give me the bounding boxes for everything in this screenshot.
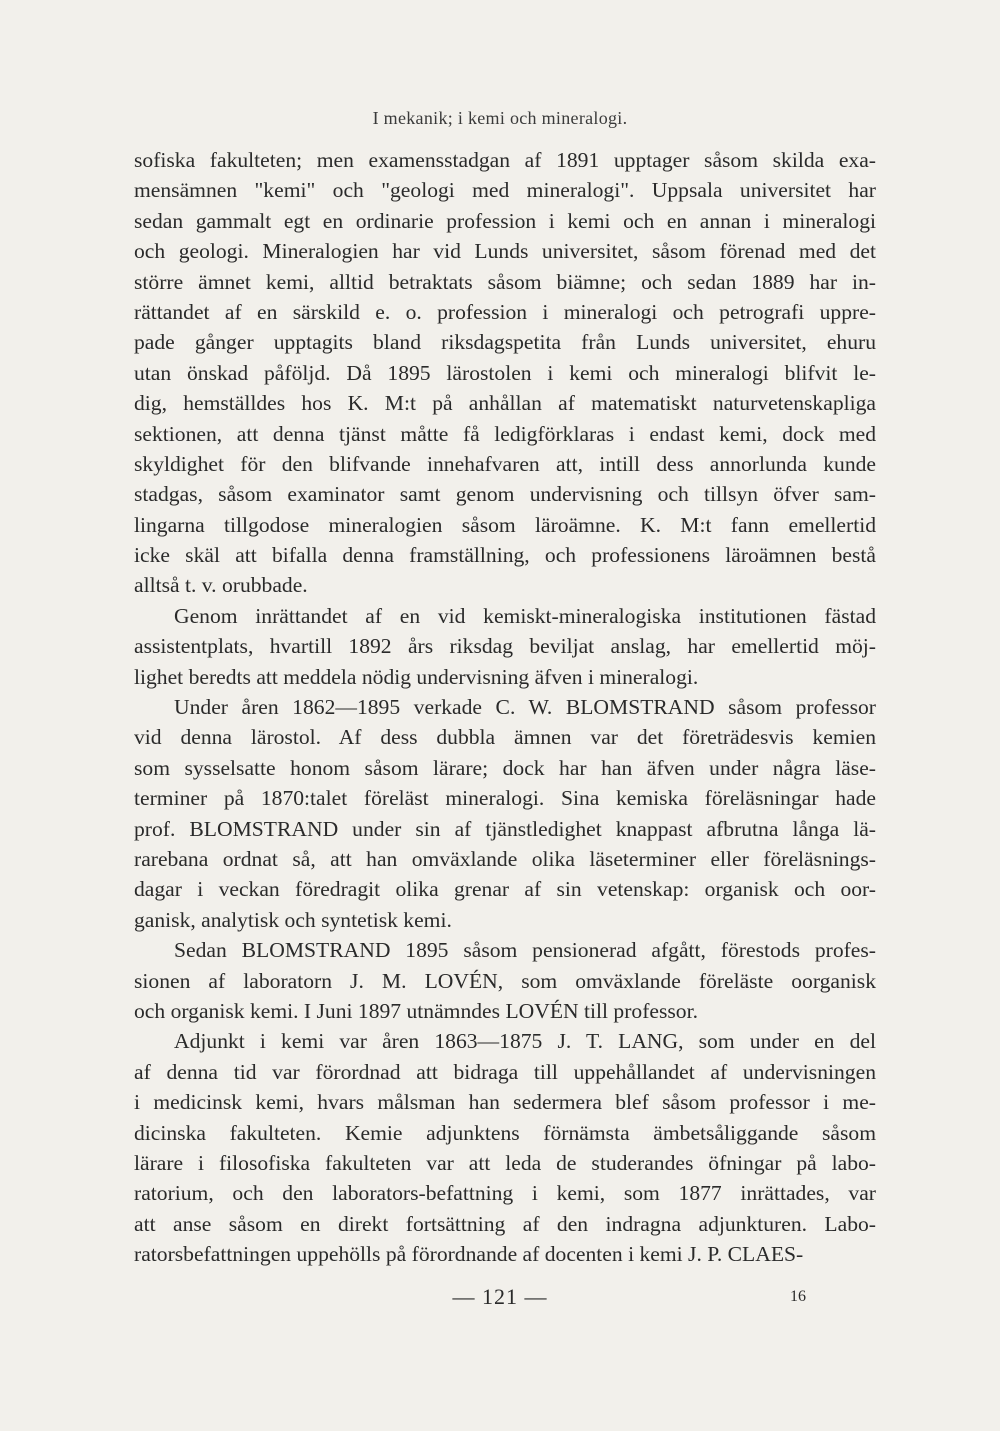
body-text bbox=[134, 145, 876, 1269]
signature-mark: 16 bbox=[790, 1288, 806, 1305]
text-line: större ämnet kemi, alltid betraktats såsom biämne; och sedan 1889 har in- bbox=[134, 269, 876, 294]
text-line: af denna tid var förordnad att bidraga till uppehållandet af undervisningen bbox=[134, 1059, 876, 1084]
text-line: och organisk kemi. I Juni 1897 utnämndes LOVÉN till professor. bbox=[134, 998, 698, 1023]
text-line: alltså t. v. orubbade. bbox=[134, 573, 308, 598]
text-line: mensämnen "kemi" och "geologi med mineralogi". Uppsala universitet har bbox=[134, 178, 876, 203]
text-line: dicinska fakulteten. Kemie adjunktens förnämsta ämbetsåliggande såsom bbox=[134, 1120, 876, 1145]
text-line: sedan gammalt egt en ordinarie profession i kemi och en annan i mineralogi bbox=[134, 208, 876, 233]
text-line: Under åren 1862—1895 verkade C. W. BLOMSTRAND såsom professor bbox=[174, 695, 876, 720]
text-line: vid denna lärostol. Af dess dubbla ämnen var det företrädesvis kemien bbox=[134, 725, 876, 750]
text-line: ratorium, och den laborators-befattning i kemi, som 1877 inrättades, var bbox=[134, 1181, 876, 1206]
text-line: assistentplats, hvartill 1892 års riksdag beviljat anslag, har emellertid möj- bbox=[134, 634, 876, 659]
text-line: rarebana ordnat så, att han omväxlande olika läseterminer eller föreläsnings- bbox=[134, 846, 876, 871]
text-line: Genom inrättandet af en vid kemiskt-mineralogiska institutionen fästad bbox=[174, 603, 876, 628]
text-line: stadgas, såsom examinator samt genom undervisning och tillsyn öfver sam- bbox=[134, 482, 876, 507]
text-line: ganisk, analytisk och syntetisk kemi. bbox=[134, 907, 452, 932]
text-line: sektionen, att denna tjänst måtte få ledigförklaras i endast kemi, dock med bbox=[134, 421, 876, 446]
running-head: I mekanik; i kemi och mineralogi. bbox=[372, 108, 628, 128]
text-line: ratorsbefattningen uppehölls på förordnande af docenten i kemi J. P. CLAES- bbox=[134, 1242, 804, 1267]
text-line: att anse såsom en direkt fortsättning af den indragna adjunkturen. Labo- bbox=[134, 1211, 876, 1236]
text-line: lärare i filosofiska fakulteten var att leda de studerandes öfningar på labo- bbox=[134, 1150, 876, 1175]
text-line: sofiska fakulteten; men examensstadgan af 1891 upptager såsom skilda exa- bbox=[134, 148, 876, 172]
text-line: sionen af laboratorn J. M. LOVÉN, som omväxlande föreläste oorganisk bbox=[134, 968, 876, 993]
text-line: rättandet af en särskild e. o. profession i mineralogi och petrografi uppre- bbox=[134, 299, 876, 324]
text-line: pade gånger upptagits bland riksdagspetita från Lunds universitet, ehuru bbox=[134, 330, 876, 355]
text-line: utan önskad påföljd. Då 1895 lärostolen i kemi och mineralogi blifvit le- bbox=[134, 360, 876, 385]
text-line: Sedan BLOMSTRAND 1895 såsom pensionerad afgått, förestods profes- bbox=[174, 938, 876, 963]
text-line: som sysselsatte honom såsom lärare; dock har han äfven under några läse- bbox=[134, 755, 876, 780]
text-line: dig, hemställdes hos K. M:t på anhållan af matematiskt naturvetenskapliga bbox=[134, 391, 876, 416]
text-line: lingarna tillgodose mineralogien såsom läroämne. K. M:t fann emellertid bbox=[134, 512, 876, 537]
page-number: — 121 — bbox=[452, 1284, 548, 1309]
text-line: lighet beredts att meddela nödig undervisning äfven i mineralogi. bbox=[134, 664, 699, 689]
text-line: prof. BLOMSTRAND under sin af tjänstledighet knappast afbrutna långa lä- bbox=[134, 816, 876, 841]
text-line: dagar i veckan föredragit olika grenar af sin vetenskap: organisk och oor- bbox=[134, 877, 876, 902]
text-line: skyldighet för den blifvande innehafvaren att, intill dess annorlunda kunde bbox=[134, 451, 876, 476]
text-line: och geologi. Mineralogien har vid Lunds universitet, såsom förenad med det bbox=[134, 239, 876, 264]
text-line: terminer på 1870:talet föreläst mineralogi. Sina kemiska föreläsningar hade bbox=[134, 786, 876, 811]
text-line: Adjunkt i kemi var åren 1863—1875 J. T. LANG, som under en del bbox=[174, 1029, 876, 1054]
text-line: i medicinsk kemi, hvars målsman han sedermera blef såsom professor i me- bbox=[134, 1090, 876, 1115]
text-line: icke skäl att bifalla denna framställning, och professionens läroämnen bestå bbox=[134, 543, 876, 568]
